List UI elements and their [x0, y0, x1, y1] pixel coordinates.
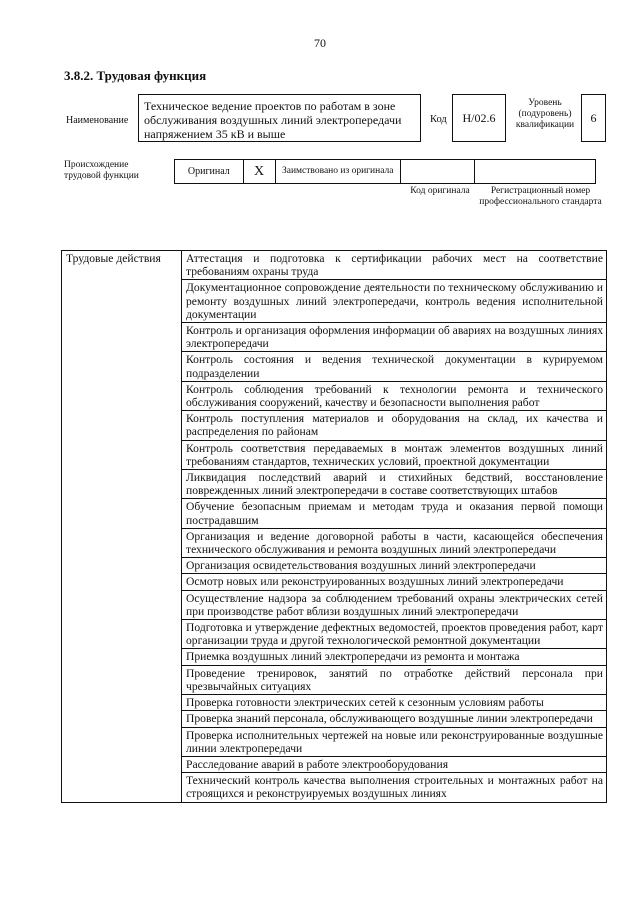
labor-actions-body — [62, 251, 607, 803]
reg-number-cell — [475, 160, 595, 183]
borrowed-label: Заимствовано из оригинала — [276, 160, 401, 183]
table-row — [62, 251, 607, 280]
labor-actions-label: Трудовые действия — [62, 251, 182, 803]
function-name-value: Техническое ведение проектов по работам в зоне обслуживания воздушных линий электропередачи напряжением 35 кВ и выше — [138, 94, 421, 142]
function-code-value: Н/02.6 — [452, 94, 506, 142]
labor-action-item: Технический контроль качества выполнения строительных и монтажных работ на строящихся и реконструируемых воздушных линиях — [182, 773, 607, 802]
labor-action-item: Контроль соблюдения требований к технологии ремонта и технического обслуживания сооружений, качеству и безопасности выполнения работ — [182, 381, 607, 410]
labor-action-item: Приемка воздушных линий электропередачи из ремонта и монтажа — [182, 649, 607, 665]
code-original-caption: Код оригинала — [410, 186, 470, 196]
code-original-cell — [401, 160, 475, 183]
labor-action-item: Осуществление надзора за соблюдением требований охраны электрических сетей при производстве работ вблизи воздушных линий электропередачи — [182, 590, 607, 619]
labor-action-item: Осмотр новых или реконструированных воздушных линий электропередачи — [182, 574, 607, 590]
qualification-level-value: 6 — [581, 94, 606, 142]
labor-action-item: Проверка исполнительных чертежей на новые или реконструированные воздушные линии электропередачи — [182, 727, 607, 756]
labor-action-item: Организация освидетельствования воздушных линий электропередачи — [182, 558, 607, 574]
origin-label: Происхождение трудовой функции — [64, 160, 139, 181]
labor-action-item: Документационное сопровождение деятельности по техническому обслуживанию и ремонту воздушных линий электропередачи, контроль ведения исполнительной документации — [182, 280, 607, 323]
origin-row — [174, 159, 596, 184]
qualification-level-label: Уровень (подуровень) квалификации — [515, 98, 575, 130]
labor-action-item: Проведение тренировок, занятий по отработке действий персонала при чрезвычайных ситуациях — [182, 665, 607, 694]
original-mark: X — [244, 160, 276, 183]
original-label: Оригинал — [175, 160, 244, 183]
name-label: Наименование — [66, 115, 129, 126]
labor-action-item: Контроль поступления материалов и оборудования на склад, их качества и распределения по районам — [182, 411, 607, 440]
labor-action-item: Аттестация и подготовка к сертификации рабочих мест на соответствие требованиям охраны труда — [182, 251, 607, 280]
section-title: 3.8.2. Трудовая функция — [64, 68, 207, 83]
reg-number-caption: Регистрационный номер профессионального стандарта — [479, 186, 602, 207]
labor-action-item: Подготовка и утверждение дефектных ведомостей, проектов проведения работ, карт организации труда и другой технологической ремонтной документации — [182, 620, 607, 649]
labor-action-item: Расследование аварий в работе электрооборудования — [182, 756, 607, 772]
labor-action-item: Ликвидация последствий аварий и стихийных бедствий, восстановление поврежденных линий электропередачи в составе соответствующих штабов — [182, 470, 607, 499]
labor-action-item: Обучение безопасным приемам и методам труда и оказания первой помощи пострадавшим — [182, 499, 607, 528]
code-label: Код — [430, 114, 447, 125]
labor-action-item: Контроль и организация оформления информации об авариях на воздушных линиях электропередачи — [182, 323, 607, 352]
labor-action-item: Проверка готовности электрических сетей к сезонным условиям работы — [182, 695, 607, 711]
labor-action-item: Организация и ведение договорной работы в части, касающейся обеспечения технического обслуживания и ремонта воздушных линий электропередачи — [182, 528, 607, 557]
page-number: 70 — [314, 36, 326, 50]
labor-action-item: Проверка знаний персонала, обслуживающего воздушные линии электропередачи — [182, 711, 607, 727]
labor-action-item: Контроль состояния и ведения технической документации в курируемом подразделении — [182, 352, 607, 381]
labor-action-item: Контроль соответствия передаваемых в монтаж элементов воздушных линий требованиям стандартов, технических условий, проектной документации — [182, 440, 607, 469]
labor-actions-table — [61, 250, 607, 803]
